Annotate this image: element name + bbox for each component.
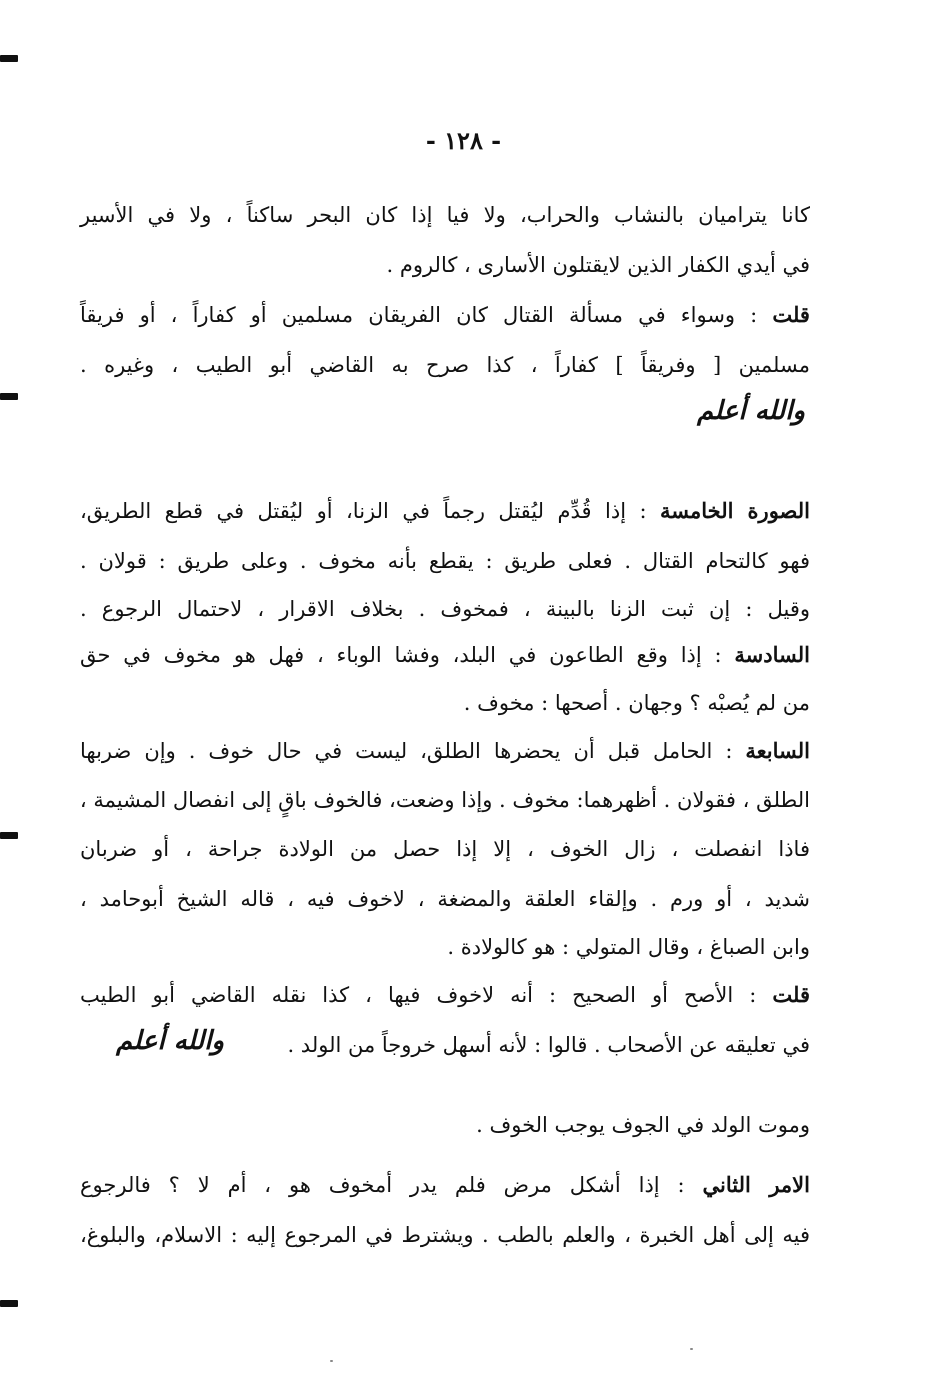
text-line: الطلق ، فقولان . أظهرهما: مخوف . وإذا وضعت، فالخوف باقٍ إلى انفصال المشيمة ،	[79, 788, 810, 812]
text-line: قلت : الأصح أو الصحيح : أنه لاخوف فيها ، كذا نقله القاضي أبو الطيب	[80, 982, 810, 1007]
text-line: الصورة الخامسة : إذا قُدِّم ليُقتل رجماً في الزنا، أو ليُقتل في قطع الطريق،	[80, 498, 810, 523]
text-line: شديد ، أو ورم . وإلقاء العلقة والمضغة ، لاخوف فيه ، قاله الشيخ أبوحامد ،	[80, 887, 810, 911]
speck	[330, 1360, 333, 1362]
text-line: الامر الثاني : إذا أشكل مرض فلم يدر أمخوف هو ، أم لا ؟ فالرجوع	[80, 1172, 810, 1197]
text-line: وموت الولد في الجوف يوجب الخوف .	[476, 1113, 810, 1137]
section-heading: الامر الثاني	[702, 1172, 810, 1197]
margin-mark	[0, 1300, 18, 1307]
page-number: - ١٢٨ -	[425, 126, 502, 155]
margin-mark	[0, 393, 18, 400]
text-line: فيه إلى أهل الخبرة ، والعلم بالطب . ويشترط في المرجوع إليه : الاسلام، والبلوغ،	[80, 1223, 810, 1247]
text-line: من لم يُصبْه ؟ وجهان . أصحها : مخوف .	[463, 691, 810, 715]
text-line: السادسة : إذا وقع الطاعون في البلد، وفشا الوباء ، فهل هو مخوف في حق	[80, 642, 810, 667]
text-line: فاذا انفصلت ، زال الخوف ، إلا إذا حصل من الولادة جراحة ، أو ضربان	[80, 837, 810, 861]
qult-label: قلت	[772, 982, 810, 1007]
text-line: وابن الصباغ ، وقال المتولي : هو كالولادة .	[447, 935, 810, 959]
closing-formula: والله أعلم	[116, 1026, 224, 1056]
text-line: في تعليقه عن الأصحاب . قالوا : لأنه أسهل خروجاً من الولد .	[287, 1033, 810, 1057]
margin-mark	[0, 55, 18, 62]
section-heading: السادسة	[734, 642, 810, 667]
text-line: قلت : وسواء في مسألة القتال كان الفريقان مسلمين أو كفاراً ، أو فريقاً	[80, 302, 810, 327]
text-line: فهو كالتحام القتال . فعلى طريق : يقطع بأنه مخوف . وعلى طريق : قولان .	[80, 549, 810, 573]
speck	[690, 1348, 693, 1350]
text-line: كانا يتراميان بالنشاب والحراب، ولا فيا إذا كان البحر ساكناً ، ولا في الأسير	[80, 203, 810, 227]
section-heading: الصورة الخامسة	[660, 498, 810, 523]
section-heading: السابعة	[745, 738, 810, 763]
text-line: مسلمين [ وفريقاً ] كفاراً ، كذا صرح به القاضي أبو الطيب ، وغيره .	[80, 353, 810, 377]
qult-label: قلت	[772, 302, 810, 327]
text-line: وقيل : إن ثبت الزنا بالبينة ، فمخوف . بخلاف الاقرار ، لاحتمال الرجوع .	[80, 597, 810, 621]
text-line: السابعة : الحامل قبل أن يحضرها الطلق، ليست في حال خوف . وإن ضربها	[80, 738, 810, 763]
text-line: في أيدي الكفار الذين لايقتلون الأسارى ، كالروم .	[386, 253, 810, 277]
closing-formula: والله أعلم	[697, 396, 805, 426]
margin-mark	[0, 832, 18, 839]
